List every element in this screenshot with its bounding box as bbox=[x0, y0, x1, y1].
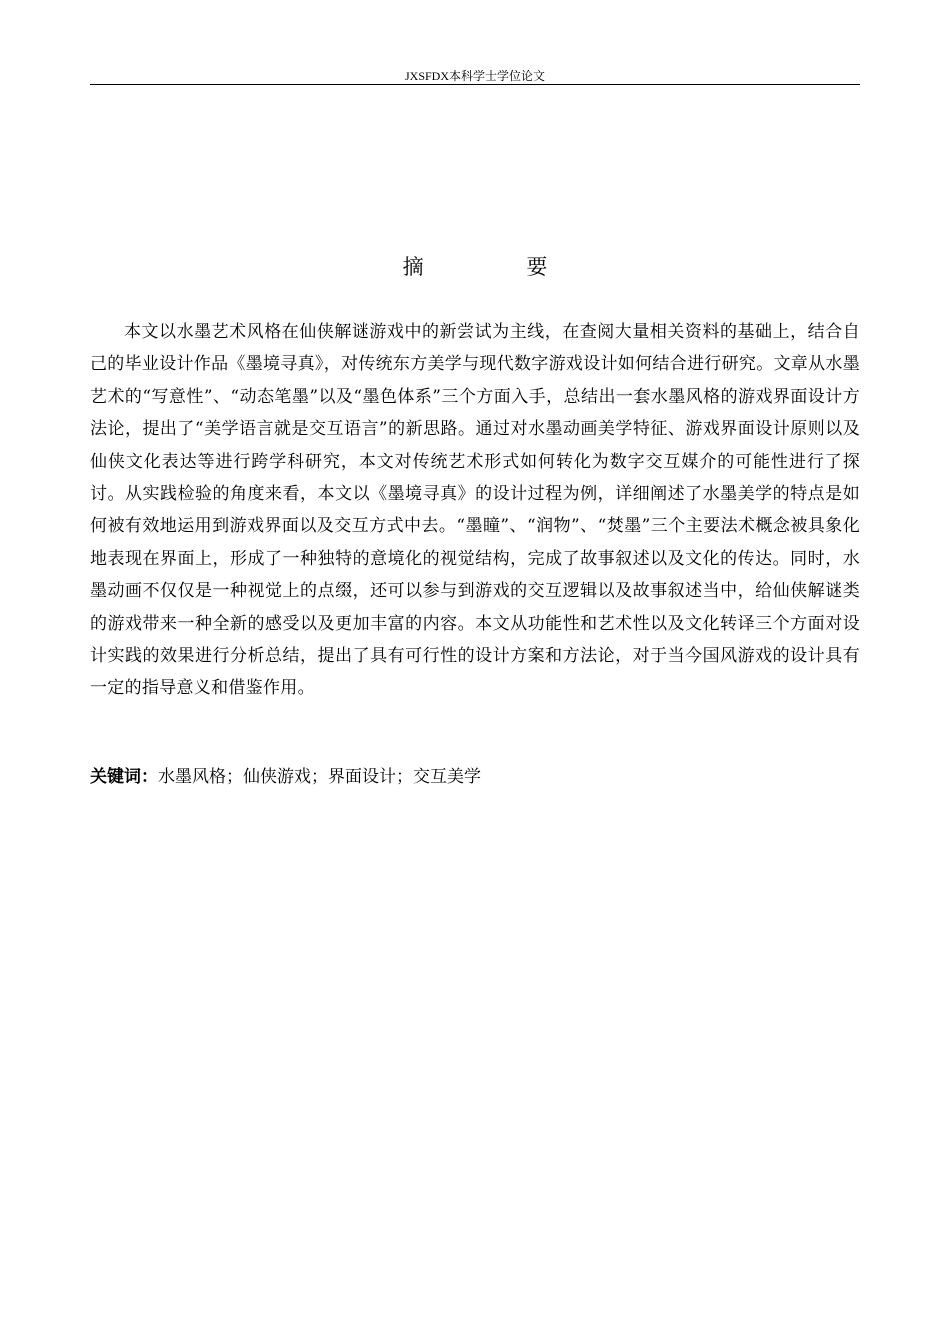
header-divider bbox=[90, 84, 860, 85]
abstract-body: 本文以水墨艺术风格在仙侠解谜游戏中的新尝试为主线，在查阅大量相关资料的基础上，结合自己的毕业设计作品《墨境寻真》，对传统东方美学与现代数字游戏设计如何结合进行研究。文章从水墨艺术的“写意性”、“动态笔墨”以及“墨色体系”三个方面入手，总结出一套水墨风格的游戏界面设计方法论，提出了“美学语言就是交互语言”的新思路。通过对水墨动画美学特征、游戏界面设计原则以及仙侠文化表达等进行跨学科研究，本文对传统艺术形式如何转化为数字交互媒介的可能性进行了探讨。从实践检验的角度来看，本文以《墨境寻真》的设计过程为例，详细阐述了水墨美学的特点是如何被有效地运用到游戏界面以及交互方式中去。“墨瞳”、“润物”、“焚墨”三个主要法术概念被具象化地表现在界面上，形成了一种独特的意境化的视觉结构，完成了故事叙述以及文化的传达。同时，水墨动画不仅仅是一种视觉上的点缀，还可以参与到游戏的交互逻辑以及故事叙述当中，给仙侠解谜类的游戏带来一种全新的感受以及更加丰富的内容。本文从功能性和艺术性以及文化转译三个方面对设计实践的效果进行分析总结，提出了具有可行性的设计方案和方法论，对于当今国风游戏的设计具有一定的指导意义和借鉴作用。 bbox=[90, 322, 860, 699]
keywords-list: 水墨风格；仙侠游戏；界面设计；交互美学 bbox=[158, 767, 481, 787]
keywords-line bbox=[90, 762, 860, 792]
abstract-title: 摘 要 bbox=[402, 255, 596, 279]
keywords-label: 关键词： bbox=[90, 767, 158, 787]
running-header: JXSFDX本科学士学位论文 bbox=[404, 69, 546, 83]
